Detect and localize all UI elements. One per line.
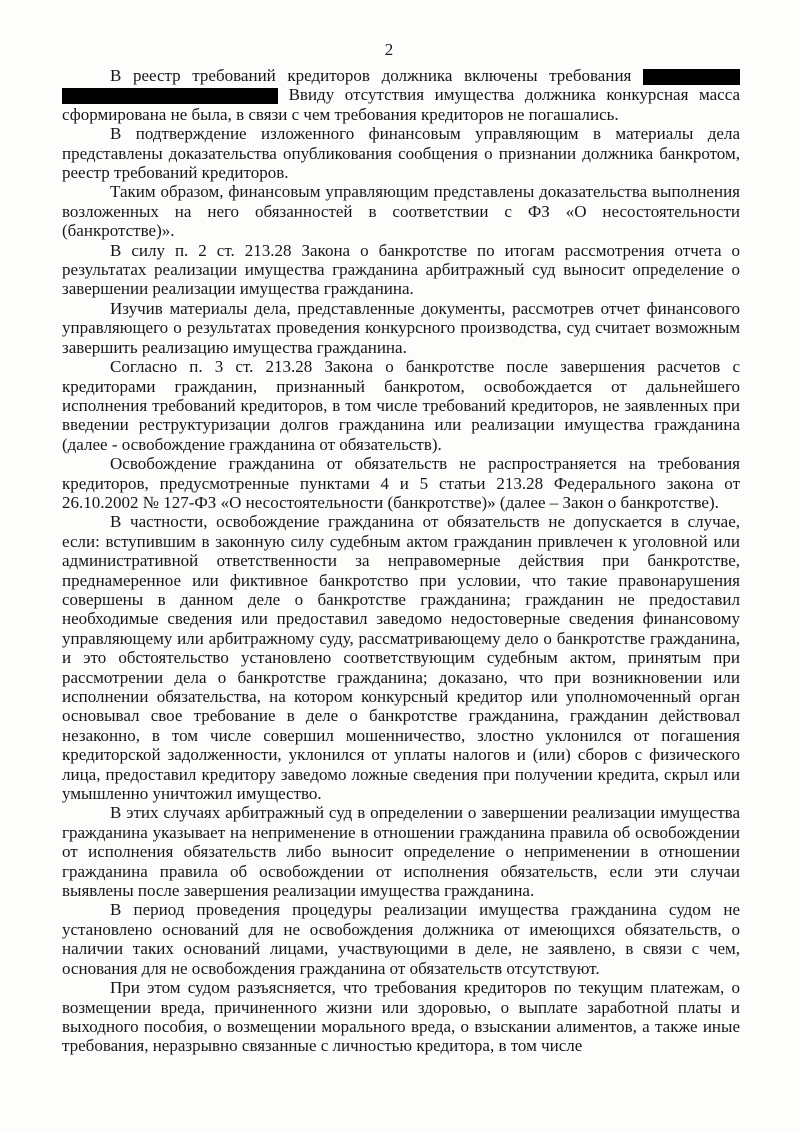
document-body — [62, 66, 740, 1056]
paragraph: В период проведения процедуры реализации имущества гражданина судом не установлено оснований для не освобождения должника от имеющихся обязательств, о наличии таких оснований лицами, участвующими в деле, не заявлено, в связи с чем, основания для не освобождения гражданина от обязательств отсутствуют. — [62, 900, 740, 978]
paragraph: В этих случаях арбитражный суд в определении о завершении реализации имущества гражданина указывает на неприменение в отношении гражданина правила об освобождении от исполнения обязательств либо выносит определение о неприменении в отношении гражданина правила об освобождении от исполнения обязательств, если эти случаи выявлены после завершения реализации имущества гражданина. — [62, 803, 740, 901]
paragraph: В частности, освобождение гражданина от обязательств не допускается в случае, если: вступившим в законную силу судебным актом гражданин привлечен к уголовной или административной ответственности за неправомерные действия при банкротстве, преднамеренное или фиктивное банкротство при условии, что такие правонарушения совершены в данном деле о банкротстве гражданина; гражданин не предоставил необходимые сведения или предоставил заведомо недостоверные сведения финансовому управляющему или арбитражному суду, рассматривающему дело о банкротстве гражданина, и это обстоятельство установлено соответствующим судебным актом, принятым при рассмотрении дела о банкротстве гражданина; доказано, что при возникновении или исполнении обязательства, на котором конкурсный кредитор или уполномоченный орган основывал свое требование в деле о банкротстве гражданина, гражданин действовал незаконно, в том числе совершил мошенничество, злостно уклонился от погашения кредиторской задолженности, уклонился от уплаты налогов и (или) сборов с физического лица, предоставил кредитору заведомо ложные сведения при получении кредита, скрыл или умышленно уничтожил имущество. — [62, 512, 740, 804]
paragraph: В подтверждение изложенного финансовым управляющим в материалы дела представлены доказательства опубликования сообщения о признании должника банкротом, реестр требований кредиторов. — [62, 124, 740, 183]
paragraph: Таким образом, финансовым управляющим представлены доказательства выполнения возложенных на него обязанностей в соответствии с ФЗ «О несостоятельности (банкротстве)». — [62, 182, 740, 241]
paragraph: При этом судом разъясняется, что требования кредиторов по текущим платежам, о возмещении вреда, причиненного жизни или здоровью, о выплате заработной платы и выходного пособия, о возмещении морального вреда, о взыскании алиментов, а также иные требования, неразрывно связанные с личностью кредитора, в том числе — [62, 978, 740, 1056]
paragraph: Освобождение гражданина от обязательств не распространяется на требования кредиторов, предусмотренные пунктами 4 и 5 статьи 213.28 Федерального закона от 26.10.2002 № 127-ФЗ «О несостоятельности (банкротстве)» (далее – Закон о банкротстве). — [62, 454, 740, 512]
paragraph: В силу п. 2 ст. 213.28 Закона о банкротстве по итогам рассмотрения отчета о результатах реализации имущества гражданина арбитражный суд выносит определение о завершении реализации имущества гражданина. — [62, 240, 740, 299]
redaction-box — [62, 88, 278, 104]
paragraph: Изучив материалы дела, представленные документы, рассмотрев отчет финансового управляющего о результатах проведения конкурсного производства, суд считает возможным завершить реализацию имущества гражданина. — [62, 298, 740, 357]
page-number: 2 — [384, 40, 394, 59]
redaction-box — [643, 69, 740, 85]
paragraph-with-redactions — [62, 66, 740, 124]
paragraph-text: В реестр требований кредиторов должника включены требования — [110, 66, 632, 85]
paragraph: Согласно п. 3 ст. 213.28 Закона о банкротстве после завершения расчетов с кредиторами гражданин, признанный банкротом, освобождается от дальнейшего исполнения требований кредиторов, в том числе требований кредиторов, не заявленных при введении реструктуризации долгов гражданина или реализации имущества гражданина (далее - освобождение гражданина от обязательств). — [62, 357, 740, 454]
paragraph-text: Ввиду отсутствия имущества должника конкурсная масса сформирована не была, в связи с чем требования кредиторов не погашались. — [62, 85, 741, 124]
